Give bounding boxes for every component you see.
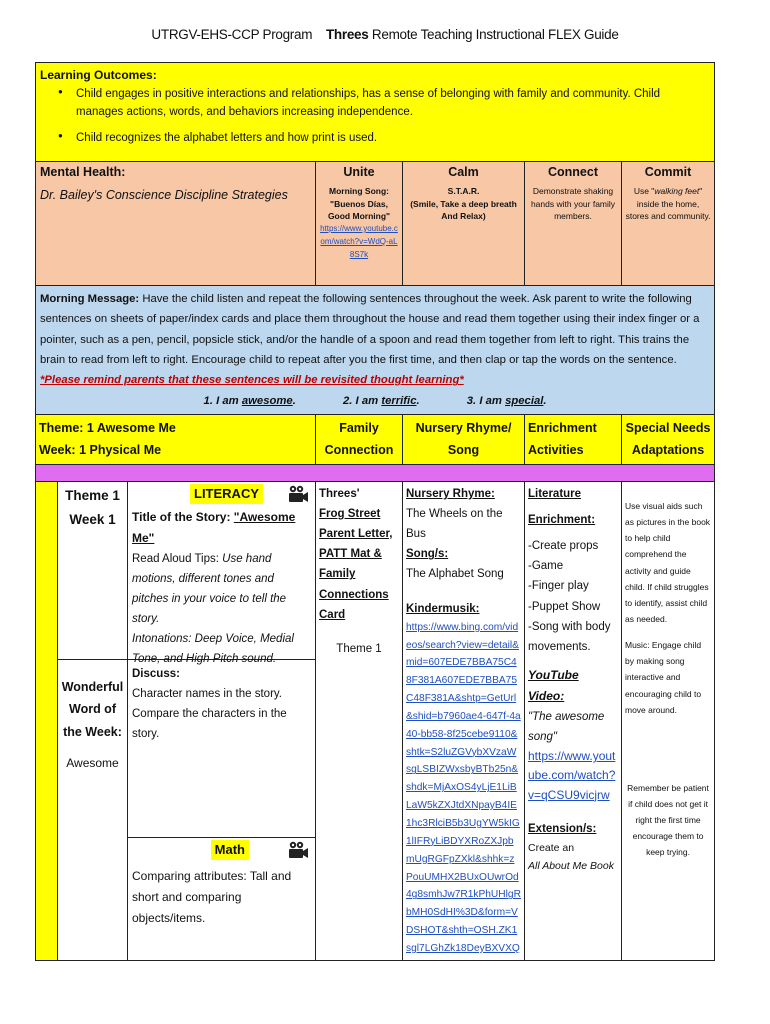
family-connection-header: Family Connection — [324, 420, 394, 458]
video-camera-icon — [287, 841, 309, 859]
youtube-link[interactable]: https://www.youtube.com/watch?v=qCSU9vicjrw — [528, 749, 616, 802]
nursery-rhyme-label: Nursery Rhyme: — [406, 487, 495, 500]
enrichment-header: Enrichment Activities — [528, 420, 597, 458]
special-needs-header: Special Needs Adaptations — [625, 420, 711, 458]
learning-outcomes-title: Learning Outcomes: — [40, 68, 157, 82]
literacy-header: LITERACY — [190, 484, 263, 504]
guide-name: Remote Teaching Instructional FLEX Guide — [371, 27, 619, 42]
math-header: Math — [211, 840, 249, 860]
family-materials: Frog Street Parent Letter, PATT Mat & Family Connections Card — [319, 508, 393, 621]
week-label: Week: 1 Physical Me — [39, 443, 162, 458]
morning-song-link[interactable]: https://www.youtube.com/watch?v=WdQ-aL8S7k — [320, 224, 398, 259]
connect-text: Demonstrate shaking hands with your family members. — [530, 185, 616, 222]
flex-guide-table — [35, 62, 715, 961]
literature-label: Literature — [528, 487, 582, 500]
separator-row — [36, 464, 715, 481]
theme-header-row — [36, 414, 715, 464]
youtube-label: YouTube Video: — [528, 667, 579, 703]
star-label: S.T.A.R. — [447, 185, 480, 196]
sentence-item: 1. I am awesome. — [203, 394, 296, 407]
learning-outcome-item: ● Child recognizes the alphabet letters and how print is used. — [58, 130, 710, 148]
enrichment-item: -Puppet Show — [528, 600, 601, 613]
nursery-rhyme-title: The Wheels on the Bus — [406, 508, 503, 541]
wonderful-word: Awesome — [66, 756, 119, 771]
family-threes: Threes' — [319, 487, 360, 500]
parent-reminder: *Please remind parents that these sentences will be revisited thought learning* — [40, 374, 464, 387]
discuss-item: Character names in the story. — [132, 688, 282, 701]
youtube-title: "The awesome song" — [528, 710, 605, 744]
math-text: Comparing attributes: Tall and short and comparing objects/items. — [132, 868, 292, 925]
enrichment-item: -Create props — [528, 540, 599, 553]
mental-health-title: Mental Health: — [40, 165, 126, 179]
read-aloud-tips: Read Aloud Tips: Use hand motions, different tones and pitches in your voice to tell the story. — [132, 552, 287, 625]
discuss-item: Compare the characters in the story. — [132, 708, 287, 741]
sentence-list — [40, 391, 710, 411]
learning-outcome-item: ● Child engages in positive interactions and relationships, has a sense of belonging with family and community. Child manages actions, words, and behaviors increasing independence. — [58, 86, 710, 122]
theme-label: Theme: 1 Awesome Me — [39, 420, 176, 435]
age-group: Threes — [325, 27, 369, 42]
story-title: Title of the Story: "Awesome Me" — [132, 509, 296, 545]
enrichment-item: -Game — [528, 560, 564, 573]
songs-label: Song/s: — [406, 548, 449, 561]
star-meaning: (Smile, Take a deep breath And Relax) — [410, 198, 517, 222]
discuss-label: Discuss: — [132, 667, 180, 680]
week-col-theme: Theme 1 — [65, 487, 120, 503]
morning-message-text: Have the child listen and repeat the following sentences throughout the week. Ask parent to write the following sentences on sheets of paper/index cards and place them throughout the house and read them together using their index finger or a pointer, such as a pen, pencil, popsicle stick, and/or the handle of a spoon and read them together from left to right. This trains the brain to read from left to right. Encourage child to repeat after you the first time, and then clap or tap the words on the sentence. — [40, 293, 700, 366]
connect-header: Connect — [548, 165, 598, 179]
kindermusik-link[interactable]: https://www.bing.com/videos/search?view=detail&mid=607EDE7BBA75C48F381A607EDE7BBA75C48F381A&shtp=GetUrl&shid=b7960ae4-647f-4a40-bb58-8f25cebe9110&shtk=S2luZGVybXVzaWsgLSBIZWxsbyBTb25n&shdk=MjAxOS4yLjE1LiBLaW5kZXJtdXNpayB4IE1hc3RlciB5b3UgYW5kIG1lIFRyLiBDYXRoZXJpbmUgRGFpZXkl&shhk=zPouUMHX2BUxOUwrOd4g8smhJw7R1kPhUHlgRbMH0SdHI%3D&form=VDSHOT&shth=OSH.ZK1sgl7LGhZk18DeyBXVXQ — [406, 621, 521, 954]
morning-song-name: "Buenos Días, Good Morning" — [327, 198, 391, 222]
yellow-margin-strip — [36, 482, 58, 960]
family-theme: Theme 1 — [336, 642, 382, 655]
sentence-item: 3. I am special. — [466, 394, 547, 407]
learning-outcomes-list — [40, 86, 710, 147]
learning-outcomes-row — [36, 63, 715, 162]
morning-message-row — [36, 286, 715, 415]
extension-label: Extension/s: — [528, 822, 597, 835]
mental-health-strategy: Dr. Bailey's Conscience Discipline Strategies — [40, 187, 288, 202]
document-title — [0, 27, 770, 42]
unite-header: Unite — [343, 165, 375, 179]
morning-message — [40, 289, 710, 391]
morning-message-label: Morning Message: — [40, 293, 140, 305]
video-camera-icon — [287, 485, 309, 503]
song-title: The Alphabet Song — [406, 568, 504, 581]
special-needs-patience: Remember be patient if child does not get it right the first time encourage them to keep trying. — [627, 782, 709, 858]
intonations: Intonations: Deep Voice, Medial Tone, and High Pitch sound. — [132, 633, 294, 666]
extension-book: All About Me Book — [528, 860, 614, 873]
enrichment-item: -Finger play — [528, 580, 589, 593]
calm-header: Calm — [448, 165, 479, 179]
nursery-rhyme-header: Nursery Rhyme/ Song — [415, 420, 512, 458]
enrichment-list — [528, 536, 618, 657]
special-needs-music: Music: Engage child by making song interactive and encouraging child to move around. — [625, 640, 702, 715]
mental-health-row — [36, 162, 715, 286]
content-row — [36, 481, 715, 960]
program-name: UTRGV-EHS-CCP Program — [151, 27, 313, 42]
special-needs-visual-aids: Use visual aids such as pictures in the book to help child comprehend the activity and guide child. If child struggles to identify, assist child as needed. — [625, 500, 711, 624]
morning-song-label: Morning Song: — [329, 185, 389, 196]
commit-text: Use "walking feet" inside the home, stores and community. — [625, 185, 711, 222]
sentence-item: 2. I am terrific. — [343, 394, 420, 407]
week-col-week: Week 1 — [69, 512, 116, 528]
enrichment-label: Enrichment: — [528, 514, 596, 527]
wonderful-word-label: Wonderful Word of the Week: — [61, 679, 124, 739]
kindermusik-label: Kindermusik: — [406, 602, 480, 615]
extension-pre: Create an — [528, 841, 575, 854]
enrichment-item: -Song with body movements. — [528, 620, 611, 653]
commit-header: Commit — [644, 165, 692, 179]
